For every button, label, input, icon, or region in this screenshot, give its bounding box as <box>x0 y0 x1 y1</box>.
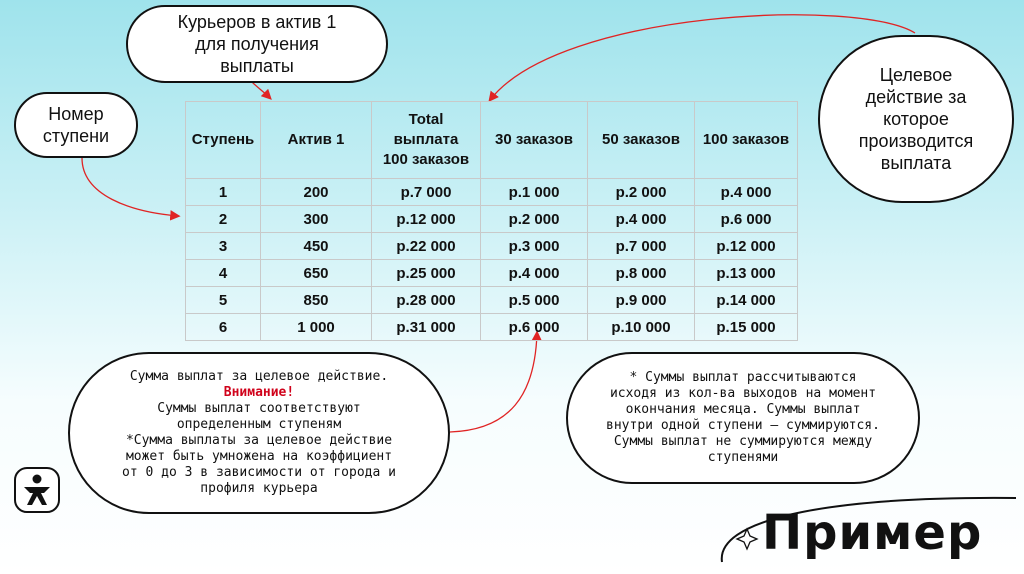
cell: р.12 000 <box>695 233 798 260</box>
target-line-2: действие за <box>865 87 967 107</box>
cell: р.25 000 <box>372 260 481 287</box>
table-row <box>186 287 798 314</box>
cell: р.10 000 <box>588 314 695 341</box>
header-30: 30 заказов <box>481 102 588 179</box>
cell: р.8 000 <box>588 260 695 287</box>
header-total-line-2: выплата <box>393 131 459 148</box>
arrow-sum <box>450 333 537 432</box>
sum-line-4: определенным ступеням <box>176 417 342 432</box>
arrow-step <box>82 158 178 216</box>
table-row <box>186 260 798 287</box>
cell: 3 <box>186 233 261 260</box>
sum-line-1: Сумма выплат за целевое действие. <box>129 369 389 384</box>
cell: р.4 000 <box>588 206 695 233</box>
cell: р.7 000 <box>588 233 695 260</box>
note-line-5: Суммы выплат не суммируются между <box>613 434 873 449</box>
cell: р.5 000 <box>481 287 588 314</box>
cell: 1 000 <box>261 314 372 341</box>
cell: р.2 000 <box>588 179 695 206</box>
header-total <box>372 102 481 179</box>
target-line-4: производится <box>858 131 974 151</box>
target-action-bubble <box>818 35 1014 203</box>
cell: р.3 000 <box>481 233 588 260</box>
table-header-row <box>186 102 798 179</box>
cell: р.31 000 <box>372 314 481 341</box>
cell: 6 <box>186 314 261 341</box>
cell: р.28 000 <box>372 287 481 314</box>
step-number-bubble <box>14 92 138 158</box>
table-row <box>186 233 798 260</box>
cell: 5 <box>186 287 261 314</box>
cell: р.2 000 <box>481 206 588 233</box>
cell: р.6 000 <box>695 206 798 233</box>
cell: 2 <box>186 206 261 233</box>
step-line-1: Номер <box>48 104 104 124</box>
note-line-1: * Суммы выплат рассчитываются <box>629 370 857 385</box>
cell: 650 <box>261 260 372 287</box>
example-title: Пример <box>762 505 983 561</box>
note-line-2: исходя из кол-ва выходов на момент <box>609 386 877 401</box>
target-line-1: Целевое <box>879 65 953 85</box>
table-row <box>186 179 798 206</box>
target-line-5: выплата <box>880 153 952 173</box>
cell: р.13 000 <box>695 260 798 287</box>
header-total-line-1: Total <box>408 111 444 128</box>
table-row <box>186 314 798 341</box>
cell: р.14 000 <box>695 287 798 314</box>
cell: 4 <box>186 260 261 287</box>
sum-line-6: может быть умножена на коэффициент <box>125 449 393 464</box>
couriers-line-2: для получения <box>195 34 319 54</box>
table-row <box>186 206 798 233</box>
payout-table <box>185 101 798 341</box>
cell: р.1 000 <box>481 179 588 206</box>
note-line-3: окончания месяца. Суммы выплат <box>625 402 861 417</box>
note-line-6: ступенями <box>707 450 779 465</box>
cell: 300 <box>261 206 372 233</box>
sum-line-5: *Сумма выплаты за целевое действие <box>125 433 393 448</box>
target-line-3: которое <box>883 109 949 129</box>
header-active: Актив 1 <box>261 102 372 179</box>
sum-note-bubble <box>68 352 450 514</box>
cell: 850 <box>261 287 372 314</box>
cell: 450 <box>261 233 372 260</box>
cell: р.9 000 <box>588 287 695 314</box>
sum-line-8: профиля курьера <box>200 481 318 496</box>
cell: 1 <box>186 179 261 206</box>
cell: р.7 000 <box>372 179 481 206</box>
sum-line-7: от 0 до 3 в зависимости от города и <box>122 465 396 480</box>
step-line-2: ступени <box>42 126 110 146</box>
person-logo-icon <box>14 467 60 513</box>
couriers-bubble <box>126 5 388 83</box>
header-total-line-3: 100 заказов <box>382 151 470 168</box>
cell: р.22 000 <box>372 233 481 260</box>
cell: р.4 000 <box>481 260 588 287</box>
arrow-couriers <box>252 82 270 98</box>
cell: р.15 000 <box>695 314 798 341</box>
cell: р.4 000 <box>695 179 798 206</box>
cell: 200 <box>261 179 372 206</box>
sum-line-3: Суммы выплат соответствуют <box>157 401 361 416</box>
calc-note-bubble <box>566 352 920 484</box>
header-50: 50 заказов <box>588 102 695 179</box>
note-line-4: внутри одной ступени – суммируются. <box>606 418 880 433</box>
cell: р.12 000 <box>372 206 481 233</box>
warning-label: Внимание! <box>223 385 295 400</box>
header-step: Ступень <box>186 102 261 179</box>
header-100: 100 заказов <box>695 102 798 179</box>
cell: р.6 000 <box>481 314 588 341</box>
couriers-line-1: Курьеров в актив 1 <box>177 12 337 32</box>
couriers-line-3: выплаты <box>220 56 294 76</box>
